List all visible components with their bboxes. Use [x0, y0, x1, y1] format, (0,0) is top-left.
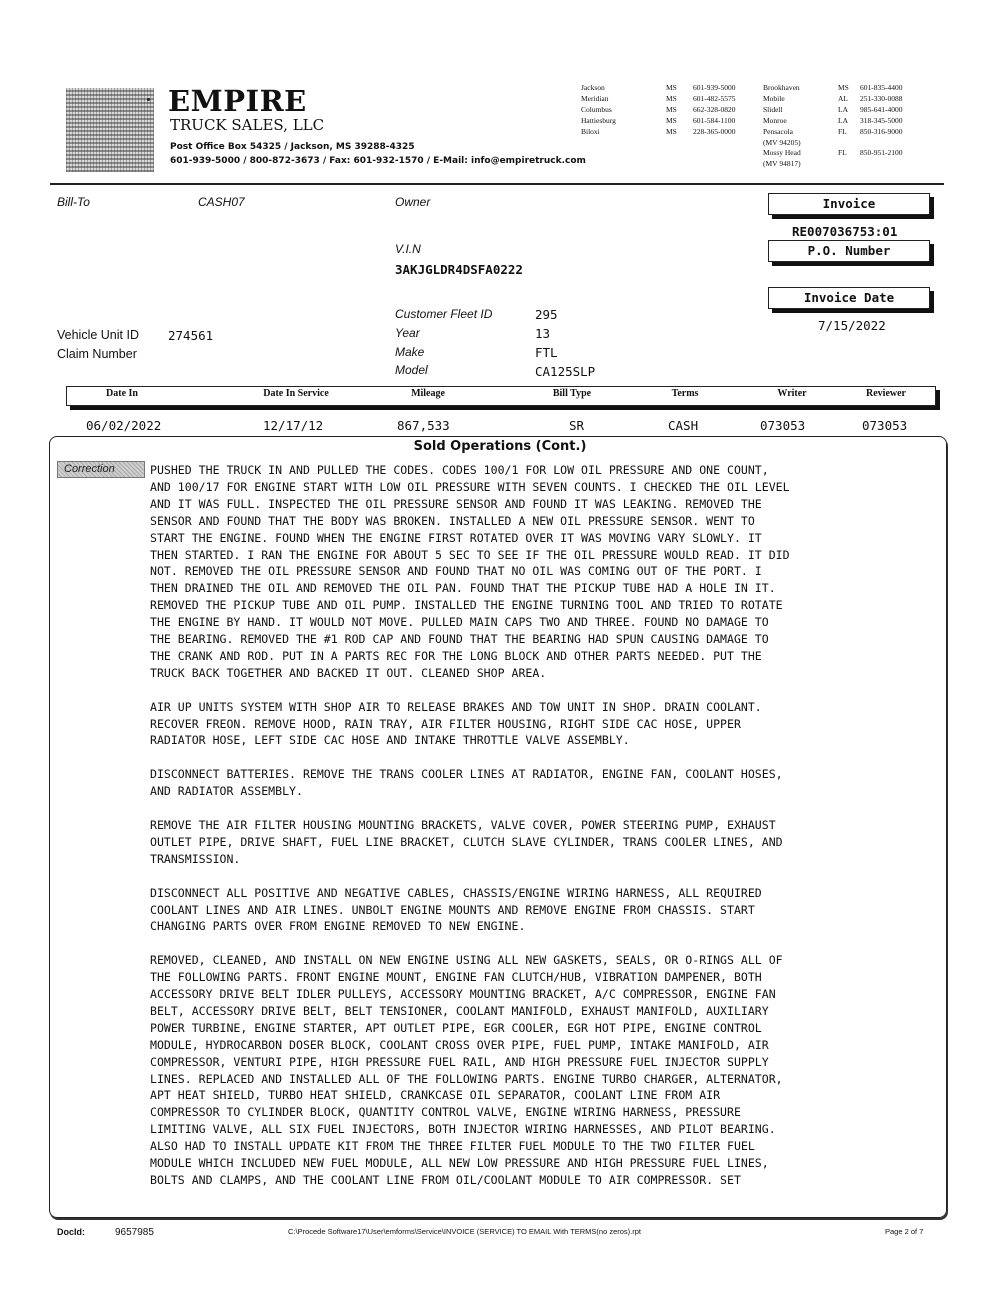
branch-phone: 228-365-0000 — [693, 126, 736, 136]
bill-to-value: CASH07 — [198, 195, 245, 209]
branch-phone: 662-328-0820 — [693, 104, 736, 114]
branch-state: MS — [838, 83, 849, 92]
col-mileage: Mileage — [411, 388, 445, 399]
header-divider — [50, 183, 944, 185]
branch-phone: 318-345-5000 — [860, 115, 903, 125]
section-title: Sold Operations (Cont.) — [413, 439, 587, 454]
branch-state: FL — [838, 148, 847, 158]
bill-to-label: Bill-To — [57, 195, 90, 209]
company-name: EMPIRE — [168, 84, 307, 118]
year-value: 13 — [535, 326, 551, 341]
year-label: Year — [395, 326, 420, 340]
vehicle-unit-value: 274561 — [168, 328, 214, 343]
branch-city: Columbus — [581, 104, 612, 114]
doc-id-label: DocId: — [57, 1227, 85, 1237]
branch-city: Monroe — [763, 115, 787, 125]
page-number: Page 2 of 7 — [885, 1227, 924, 1236]
make-value: FTL — [535, 345, 558, 360]
vin-value: 3AKJGLDR4DSFA0222 — [395, 262, 523, 277]
cell-date-in-service: 12/17/12 — [263, 418, 324, 433]
fleet-id-value: 295 — [535, 307, 558, 322]
report-path: C:\Procede Software17\User\emforms\Service\INVOICE (SERVICE) TO EMAIL With TERMS(no zeros).rpt — [288, 1227, 642, 1236]
paragraph: PUSHED THE TRUCK IN AND PULLED THE CODES. CODES 100/1 FOR LOW OIL PRESSURE AND ONE COUNT, AND 100/17 FOR ENGINE START WITH LOW OIL PRESSURE WITH SEVEN COUNTS. I CHECKED THE OIL LEVEL AND IT WAS FULL. INSPECTED THE OIL PRESSURE SENSOR AND FOUND IT WAS LEAKING. REMOVED THE SENSOR AND FOUND THAT THE BODY WAS BROKEN. INSTALLED A NEW OIL PRESSURE SENSOR. WENT TO START THE ENGINE. FOUND WHEN THE ENGINE FIRST ROTATED OVER IT WAS MOVING VARY SLOWLY. IT THEN STARTED. I RAN THE ENGINE FOR ABOUT 5 SEC TO SEE IF THE OIL PRESSURE WOULD READ. IT DID NOT. REMOVED THE OIL PRESSURE SENSOR AND FOUND THAT NO OIL WAS COMING OUT OF THE PORT. I THEN DRAINED THE OIL AND REMOVED THE OIL PAN. FOUND THAT THE PICKUP TUBE HAD A HOLE IN IT. REMOVED THE PICKUP TUBE AND OIL PUMP. INSTALLED THE ENGINE TURNING TOOL AND TRIED TO ROTATE THE ENGINE BY HAND. IT WOULD NOT MOVE. PULLED MAIN CAPS TWO AND THREE. FOUND NO DAMAGE TO THE BEARING. REMOVED THE #1 ROD CAP AND FOUND THAT THE BEARING HAD SPUN CAUSING DAMAGE TO THE CRANK AND ROD. PUT IN A PARTS REC FOR THE LONG BLOCK AND OTHER PARTS NEEDED. PUT THE TRUCK BACK TOGETHER AND BACKED IT OUT. CLEANED SHOP AREA. — [150, 463, 790, 680]
branch-state: MS — [666, 115, 677, 125]
invoice-date-label: Invoice Date — [768, 287, 930, 309]
branch-city: (MV 94205) — [763, 137, 801, 147]
col-terms: Terms — [671, 388, 699, 399]
branch-phone: 850-316-9000 — [860, 126, 903, 136]
branch-phone: 985-641-4000 — [860, 104, 903, 114]
invoice-number: RE007036753:01 — [792, 224, 898, 239]
branch-state: MS — [666, 83, 677, 92]
col-reviewer: Reviewer — [866, 388, 906, 399]
paragraph: REMOVED, CLEANED, AND INSTALL ON NEW ENGINE USING ALL NEW GASKETS, SEALS, OR O-RINGS ALL OF THE FOLLOWING PARTS. FRONT ENGINE MOUNT, ENGINE FAN CLUTCH/HUB, VIBRATION DAMPENER, BOTH ACCESSORY DRIVE BELT IDLER PULLEYS, ACCESSORY MOUNTING BRACKET, A/C COMPRESSOR, ENGINE FAN BELT, ACCESSORY DRIVE BELT, BELT TENSIONER, COOLANT MANIFOLD, EXHAUST MANIFOLD, AUXILIARY POWER TURBINE, ENGINE STARTER, APT OUTLET PIPE, EGR COOLER, EGR HOT PIPE, ENGINE CONTROL MODULE, HYDROCARBON DOSER BLOCK, COOLANT CROSS OVER PIPE, FUEL PUMP, INTAKE MANIFOLD, AIR COMPRESSOR, VENTURI PIPE, HIGH PRESSURE FUEL RAIL, AND HIGH PRESSURE FUEL INJECTOR SUPPLY LINES. REPLACED AND INSTALLED ALL OF THE FOLLOWING PARTS. ENGINE TURBO CHARGER, ALTERNATOR, APT HEAT SHIELD, TURBO HEAT SHIELD, CRANKCASE OIL SEPARATOR, COOLANT LINE FROM AIR COMPRESSOR TO CYLINDER BLOCK, QUANTITY CONTROL VALVE, ENGINE WIRING HARNESS, PRESSURE LIMITING VALVE, ALL SIX FUEL INJECTORS, BOTH INJECTOR WIRING HARNESSES, AND PILOT BEARING. ALSO HAD TO INSTALL UPDATE KIT FROM THE THREE FILTER FUEL MODULE TO THE TWO FILTER FUEL MODULE WHICH INCLUDED NEW FUEL MODULE, ALL NEW LOW PRESSURE AND HIGH PRESSURE FUEL LINES, BOLTS AND CLAMPS, AND THE COOLANT LINE FROM OIL/COOLANT MODULE TO AIR COMPRESSOR. SET — [150, 953, 783, 1187]
correction-text — [150, 462, 810, 1206]
make-label: Make — [395, 345, 425, 359]
branch-city: Hattiesburg — [581, 115, 616, 125]
owner-label: Owner — [395, 195, 431, 209]
branch-state: FL — [838, 126, 847, 136]
cell-bill-type: SR — [569, 418, 585, 433]
col-date-in-service: Date In Service — [263, 388, 329, 399]
vehicle-unit-label: Vehicle Unit ID — [57, 328, 139, 342]
logo-mark — [147, 98, 150, 101]
branch-city: Biloxi — [581, 126, 600, 136]
branch-city: Brookhaven — [763, 83, 800, 92]
branch-state: MS — [666, 93, 677, 103]
branch-phone: 251-330-0088 — [860, 93, 903, 103]
cell-writer: 073053 — [760, 418, 806, 433]
company-logo — [66, 88, 154, 172]
col-writer: Writer — [777, 388, 807, 399]
branch-city: Jackson — [581, 83, 605, 92]
fleet-id-label: Customer Fleet ID — [395, 307, 493, 321]
invoice-label: Invoice — [768, 193, 930, 215]
cell-reviewer: 073053 — [862, 418, 908, 433]
model-label: Model — [395, 363, 428, 377]
branch-phone: 601-482-5575 — [693, 93, 736, 103]
po-number-label: P.O. Number — [768, 240, 930, 262]
branch-phone: 601-939-5000 — [693, 83, 736, 92]
branch-city: Mossy Head — [763, 148, 801, 158]
branch-city: Pensacola — [763, 126, 793, 136]
doc-id-value: 9657985 — [115, 1227, 154, 1238]
col-bill-type: Bill Type — [552, 388, 592, 399]
branch-phone: 601-584-1100 — [693, 115, 736, 125]
branch-state: MS — [666, 126, 677, 136]
company-subtitle: TRUCK SALES, LLC — [170, 116, 325, 134]
correction-tag: Correction — [57, 461, 145, 478]
branch-state: MS — [666, 104, 677, 114]
branch-city: (MV 94817) — [763, 159, 801, 169]
branch-phone: 850-951-2100 — [860, 148, 903, 158]
model-value: CA125SLP — [535, 364, 596, 379]
company-address: Post Office Box 54325 / Jackson, MS 39288-4325 — [170, 142, 415, 152]
branch-state: LA — [838, 104, 848, 114]
company-contact: 601-939-5000 / 800-872-3673 / Fax: 601-932-1570 / E-Mail: info@empiretruck.com — [170, 156, 586, 166]
vin-label: V.I.N — [395, 242, 421, 256]
cell-terms: CASH — [668, 418, 699, 433]
branch-city: Mobile — [763, 93, 785, 103]
paragraph: REMOVE THE AIR FILTER HOUSING MOUNTING BRACKETS, VALVE COVER, POWER STEERING PUMP, EXHAUST OUTLET PIPE, DRIVE SHAFT, FUEL LINE BRACKET, CLUTCH SLAVE CYLINDER, TRANS COOLER LINES, AND TRANSMISSION. — [150, 817, 783, 866]
branch-state: LA — [838, 115, 848, 125]
claim-number-label: Claim Number — [57, 347, 137, 361]
branch-city: Meridian — [581, 93, 609, 103]
branch-city: Slidell — [763, 104, 783, 114]
branch-state: AL — [838, 93, 848, 103]
branch-phone: 601-835-4400 — [860, 83, 903, 92]
cell-mileage: 867,533 — [397, 418, 450, 433]
cell-date-in: 06/02/2022 — [86, 418, 162, 433]
invoice-date-value: 7/15/2022 — [818, 318, 886, 333]
paragraph: DISCONNECT BATTERIES. REMOVE THE TRANS COOLER LINES AT RADIATOR, ENGINE FAN, COOLANT HOSES, AND RADIATOR ASSEMBLY. — [150, 767, 783, 799]
col-date-in: Date In — [106, 388, 138, 399]
paragraph: DISCONNECT ALL POSITIVE AND NEGATIVE CABLES, CHASSIS/ENGINE WIRING HARNESS, ALL REQUIRED COOLANT LINES AND AIR LINES. UNBOLT ENGINE MOUNTS AND REMOVE ENGINE FROM CHASSIS. START CHANGING PARTS OVER FROM ENGINE REMOVED TO NEW ENGINE. — [150, 885, 762, 934]
paragraph: AIR UP UNITS SYSTEM WITH SHOP AIR TO RELEASE BRAKES AND TOW UNIT IN SHOP. DRAIN COOLANT. RECOVER FREON. REMOVE HOOD, RAIN TRAY, AIR FILTER HOUSING, RIGHT SIDE CAC HOSE, UPPER RADIATOR HOSE, LEFT SIDE CAC HOSE AND INTAKE THROTTLE VALVE ASSEMBLY. — [150, 699, 762, 748]
